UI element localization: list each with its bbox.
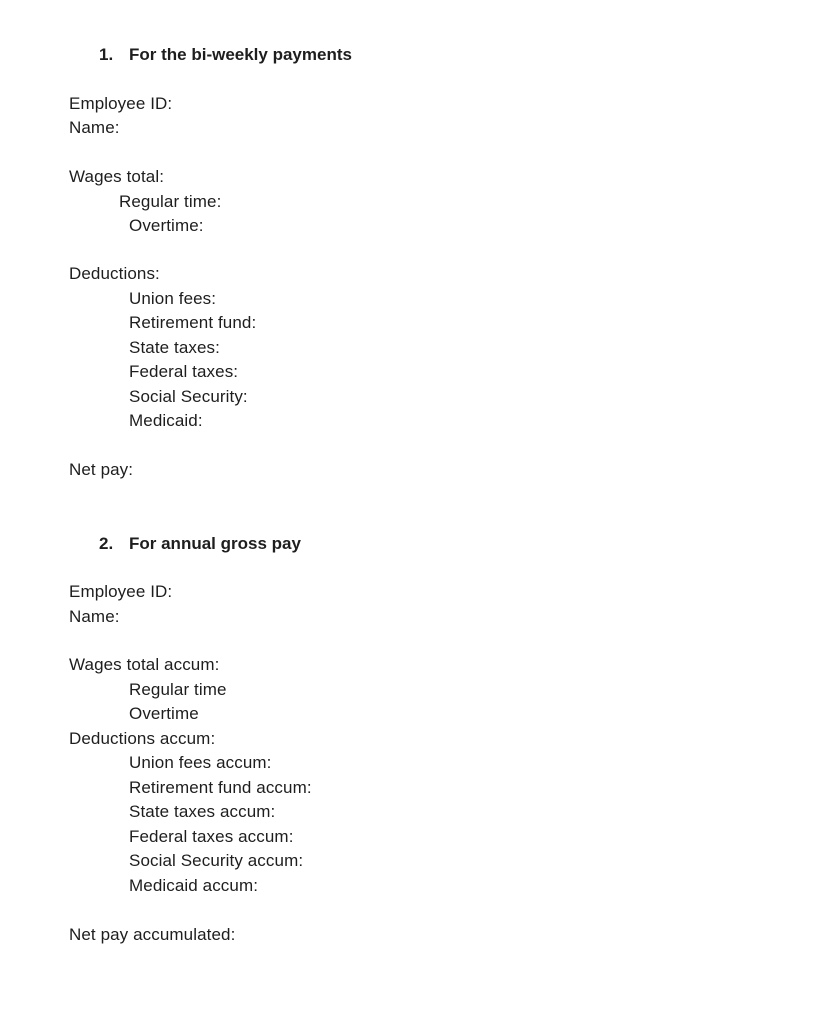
s1-medicaid-label: Medicaid:	[129, 411, 203, 430]
s1-employee-id-label: Employee ID:	[69, 94, 173, 113]
section-1-number: 1.	[99, 45, 114, 64]
s2-medicaid-accum-label: Medicaid accum:	[129, 876, 259, 895]
s2-deductions-accum-label: Deductions accum:	[69, 729, 216, 748]
section-1-heading	[99, 45, 352, 65]
s2-state-taxes-accum-label: State taxes accum:	[129, 802, 276, 821]
section-2-heading	[99, 534, 301, 554]
section-2-number: 2.	[99, 534, 114, 553]
s1-retirement-fund-label: Retirement fund:	[129, 313, 257, 332]
s2-wages-total-accum-label: Wages total accum:	[69, 655, 220, 674]
s1-state-taxes-label: State taxes:	[129, 338, 220, 357]
s2-retirement-fund-accum-label: Retirement fund accum:	[129, 778, 312, 797]
s2-overtime-label: Overtime	[129, 704, 199, 723]
s1-social-security-label: Social Security:	[129, 387, 248, 406]
s1-regular-time-label: Regular time:	[119, 192, 222, 211]
s2-regular-time-label: Regular time	[129, 680, 227, 699]
s1-name-label: Name:	[69, 118, 120, 137]
section-1-title: For the bi-weekly payments	[129, 45, 352, 64]
s1-federal-taxes-label: Federal taxes:	[129, 362, 239, 381]
section-2-title: For annual gross pay	[129, 534, 301, 553]
s2-federal-taxes-accum-label: Federal taxes accum:	[129, 827, 294, 846]
s2-net-pay-accumulated-label: Net pay accumulated:	[69, 925, 236, 944]
s2-name-label: Name:	[69, 607, 120, 626]
s2-social-security-accum-label: Social Security accum:	[129, 851, 304, 870]
s1-wages-total-label: Wages total:	[69, 167, 165, 186]
s1-overtime-label: Overtime:	[129, 216, 204, 235]
s1-net-pay-label: Net pay:	[69, 460, 134, 479]
s1-union-fees-label: Union fees:	[129, 289, 217, 308]
s1-deductions-label: Deductions:	[69, 264, 160, 283]
s2-union-fees-accum-label: Union fees accum:	[129, 753, 272, 772]
s2-employee-id-label: Employee ID:	[69, 582, 173, 601]
